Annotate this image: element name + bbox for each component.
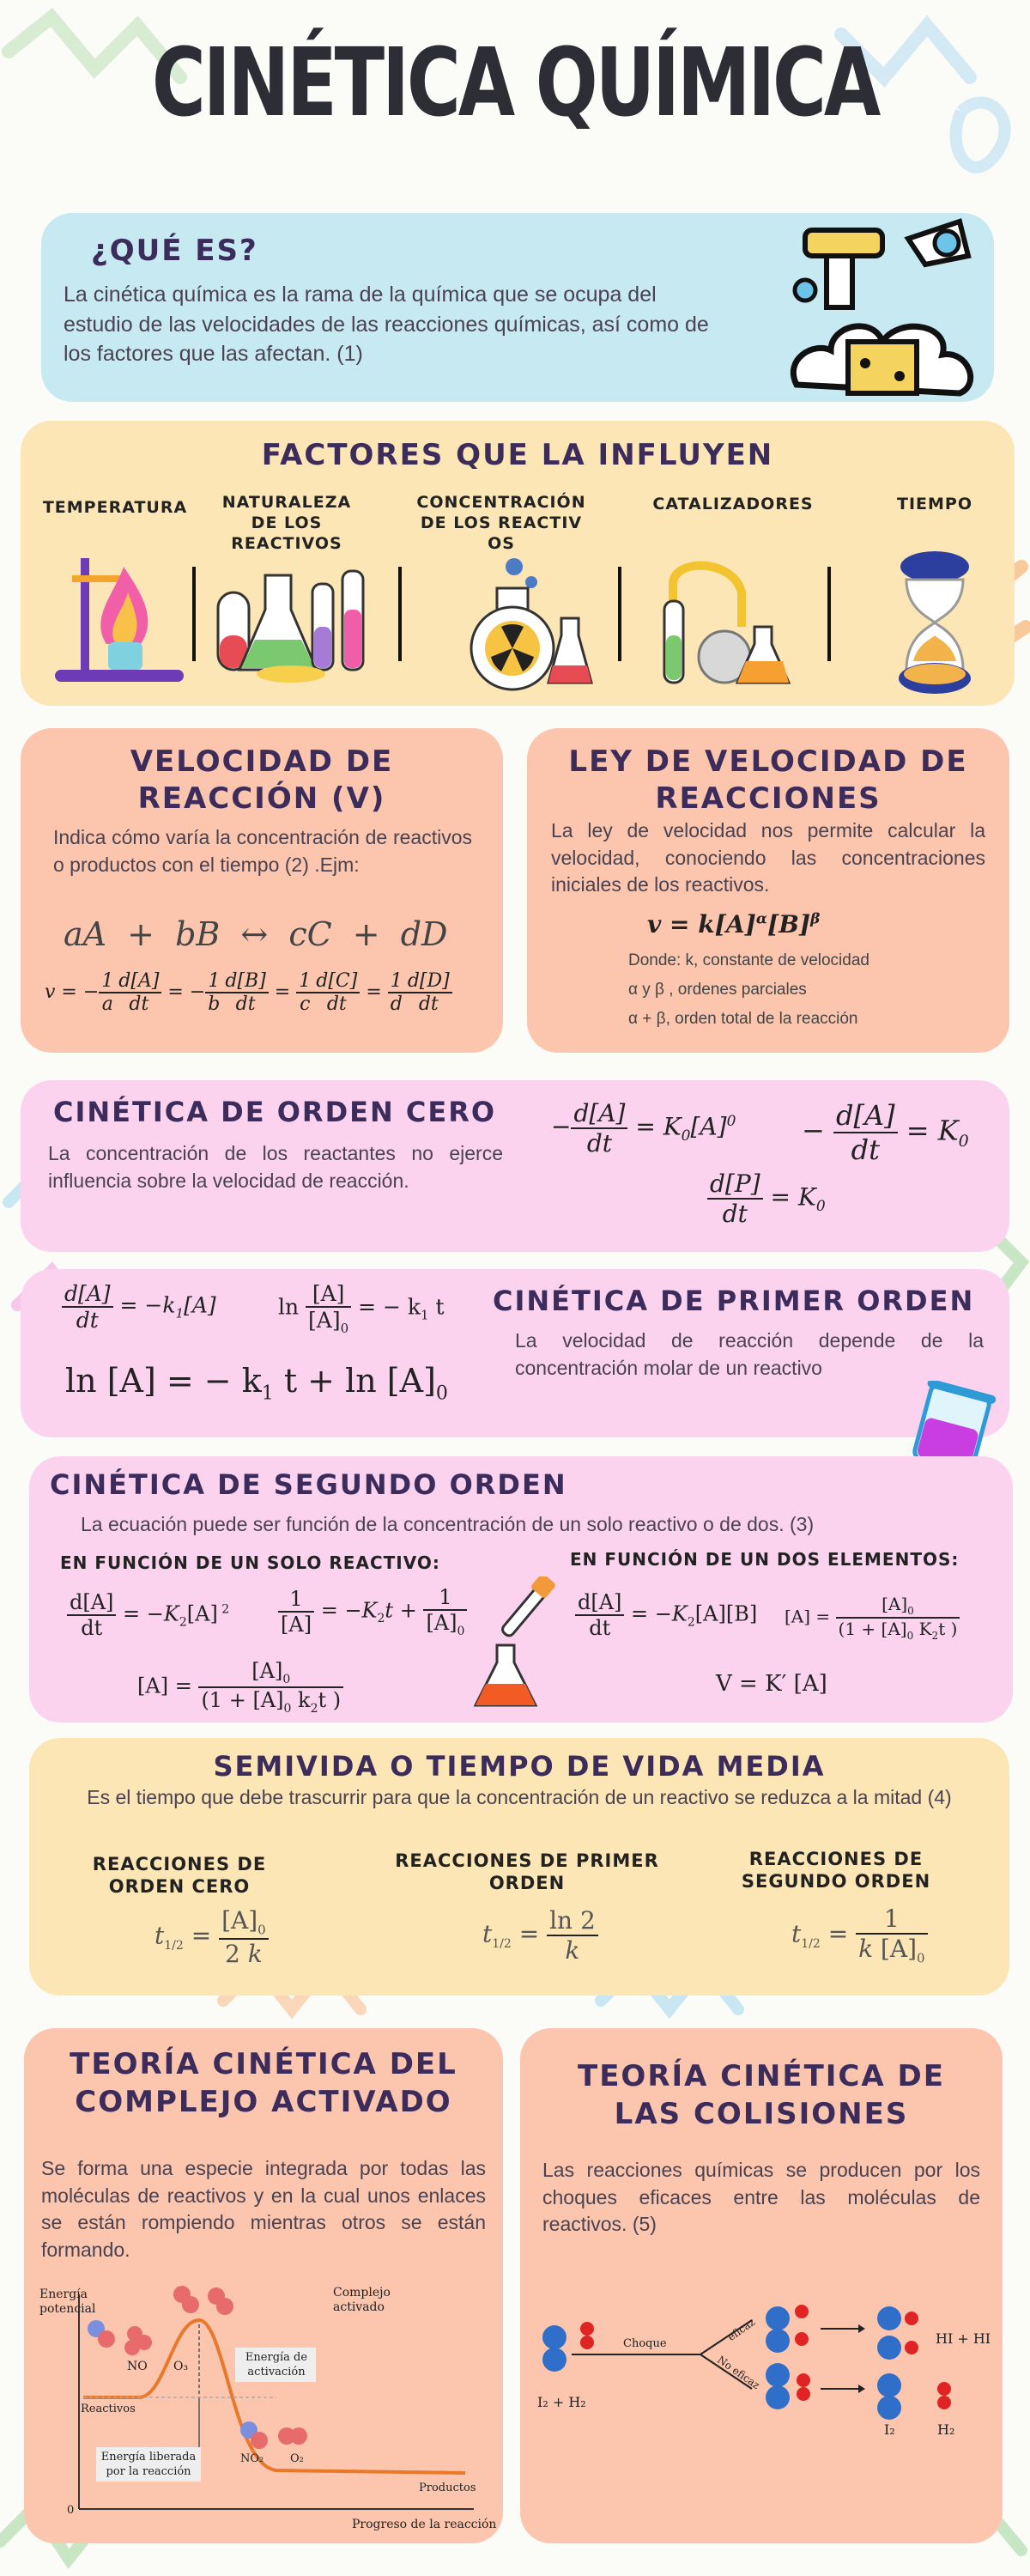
semivida-formula-orden-cero: $t_{1/2}$ = $\frac{[A]_0}{2 k}$: [154, 1906, 269, 1968]
que-es-heading: ¿QUÉ ES?: [91, 234, 258, 268]
colisiones-panel: [520, 2028, 1003, 2543]
orden-cero-formula-2: − $\frac{d[A]}{dt}$ = $K_0$: [802, 1099, 969, 1166]
ley-ordenes-parciales: α y β , ordenes parciales: [628, 981, 807, 999]
test-tubes-icon: [205, 558, 377, 687]
diagram-activacion-label: Energía de activación: [245, 2351, 308, 2379]
ley-heading: LEY DE VELOCIDAD DE REACCIONES: [568, 744, 968, 816]
segundo-orden-sub-left: EN FUNCIÓN DE UN SOLO REACTIVO:: [60, 1552, 440, 1573]
colisiones-text: Las reacciones químicas se producen por los choques eficaces entre las moléculas de reactivos. (5): [542, 2159, 980, 2236]
primer-orden-text: La velocidad de reacción depende de la concentración molar de un reactivo: [515, 1329, 984, 1379]
primer-orden-formula-1: $\frac{d[A]}{dt}$ = $-k_1[A]$: [62, 1281, 216, 1333]
primer-orden-panel: [21, 1269, 1009, 1437]
collision-eficaz-label: eficaz: [725, 2316, 758, 2343]
collision-hi-label: HI + HI: [936, 2330, 991, 2347]
segundo-orden-panel: [29, 1456, 1013, 1722]
velocidad-panel: [21, 728, 503, 1053]
velocidad-rate-formula: v = − $\frac{1}{a}$ $\frac{d[A]}{dt}$ = − $\frac{1}{b}$ $\frac{d[B]}{dt}$ = $\frac{1}{c}$ $\frac{d[C]}{dt}$ = $\frac{1}{d}$ $\frac{d[D]}{dt}$: [45, 970, 452, 1015]
primer-orden-formula-2: ln $\frac{[A]}{[A]_0}$ = − $k_1$ t: [278, 1281, 445, 1336]
segundo-orden-formula-4: $\frac{d[A]}{dt}$ = $-K_2[A][B]$: [575, 1590, 757, 1640]
collision-i2-label: I₂: [884, 2421, 895, 2438]
complejo-panel: [24, 2028, 503, 2543]
diagram-no-label: NO: [127, 2360, 148, 2373]
collision-reactants-label: I₂ + H₂: [537, 2394, 586, 2410]
semivida-heading: SEMIVIDA O TIEMPO DE VIDA MEDIA: [213, 1750, 826, 1783]
collision-h2-label: H₂: [937, 2421, 955, 2438]
diagram-x-label: Progreso de la reacción: [352, 2518, 497, 2531]
orden-cero-panel: [21, 1080, 1009, 1252]
segundo-orden-formula-5: [A] = $\frac{[A]_0}{(1 + [A]_0 K_2t )}$: [785, 1594, 960, 1642]
primer-orden-heading: CINÉTICA DE PRIMER ORDEN: [493, 1285, 975, 1317]
segundo-orden-formula-3: [A] = $\frac{[A]_0}{(1 + [A]_0 k_2t )}$: [137, 1659, 343, 1716]
semivida-panel: [29, 1738, 1009, 1996]
semivida-col-orden-cero: REACCIONES DE ORDEN CERO: [92, 1854, 267, 1898]
radioactive-flask-icon: [450, 550, 596, 691]
factor-label-concentracion: CONCENTRACIÓN DE LOS REACTIVOS: [416, 493, 586, 553]
ley-orden-total: α + β, orden total de la reacción: [628, 1010, 858, 1028]
diagram-no2-label: NO₂: [240, 2452, 264, 2465]
factor-divider: [618, 567, 621, 661]
factor-divider: [398, 567, 402, 661]
ley-donde: Donde: k, constante de velocidad: [628, 951, 869, 969]
velocidad-heading: VELOCIDAD DE REACCIÓN (V): [130, 744, 394, 816]
colisiones-heading: TEORÍA CINÉTICA DE LAS COLISIONES: [578, 2059, 945, 2132]
complejo-text: Se forma una especie integrada por todas las moléculas de reactivos y en la cual unos enlaces se están rompiendo mientras otros se están formando.: [41, 2157, 486, 2262]
hourglass-icon: [888, 550, 982, 696]
collision-no-eficaz-label: No eficaz: [715, 2353, 762, 2392]
orden-cero-heading: CINÉTICA DE ORDEN CERO: [53, 1096, 497, 1128]
complejo-heading: TEORÍA CINÉTICA DEL COMPLEJO ACTIVADO: [70, 2047, 457, 2120]
orden-cero-formula-3: $\frac{d[P]}{dt}$ = $K_0$: [707, 1170, 826, 1228]
que-es-text: La cinética química es la rama de la química que se ocupa del estudio de las velocidades de las reacciones químicas, así como de los factores que las afectan. (1): [64, 283, 709, 366]
ley-text: La ley de velocidad nos permite calcular la velocidad, conociendo las concentraciones iniciales de los reactivos.: [551, 819, 985, 896]
velocidad-equation: aA + bB ↔ cC + dD: [64, 915, 448, 953]
diagram-reactivos-label: Reactivos: [81, 2403, 136, 2415]
diagram-o3-label: O₃: [173, 2360, 189, 2373]
semivida-col-segundo-orden: REACCIONES DE SEGUNDO ORDEN: [741, 1849, 931, 1893]
semivida-formula-primer-orden: $t_{1/2}$ = $\frac{\ln 2}{k}$: [482, 1906, 598, 1965]
semivida-col-primer-orden: REACCIONES DE PRIMER ORDEN: [395, 1850, 659, 1894]
segundo-orden-formula-6: V = K′ [A]: [716, 1671, 827, 1697]
bunsen-burner-icon: [46, 541, 192, 687]
factor-label-tiempo: TIEMPO: [897, 495, 972, 513]
orden-cero-text: La concentración de los reactantes no ejerce influencia sobre la velocidad de reacción.: [48, 1142, 503, 1192]
factor-label-catalizadores: CATALIZADORES: [652, 495, 814, 513]
factores-panel: [21, 421, 1015, 706]
segundo-orden-sub-right: EN FUNCIÓN DE UN DOS ELEMENTOS:: [570, 1549, 960, 1570]
factores-heading: FACTORES QUE LA INFLUYEN: [261, 438, 774, 472]
ley-formula: $v = k[A]^\alpha[B]^\beta$: [647, 910, 821, 939]
segundo-orden-formula-2: $\frac{1}{[A]}$ = $-K_2t$ + $\frac{1}{[A]_0}$: [278, 1585, 467, 1638]
velocidad-text: Indica cómo varía la concentración de reactivos o productos con el tiempo (2) .Ejm:: [53, 826, 472, 876]
ley-velocidad-panel: [527, 728, 1009, 1053]
segundo-orden-heading: CINÉTICA DE SEGUNDO ORDEN: [50, 1468, 567, 1501]
factor-label-naturaleza: NATURALEZA DE LOS REACTIVOS: [221, 493, 352, 553]
semivida-formula-segundo-orden: $t_{1/2}$ = $\frac{1}{k [A]_0}$: [791, 1905, 928, 1966]
dropper-flask-icon: [467, 1577, 561, 1714]
diagram-o2-label: O₂: [290, 2452, 304, 2465]
diagram-productos-label: Productos: [419, 2482, 476, 2494]
segundo-orden-text: La ecuación puede ser función de la concentración de un solo reactivo o de dos. (3): [81, 1513, 815, 1535]
factor-label-temperatura: TEMPERATURA: [42, 498, 188, 517]
distillation-icon: [647, 550, 802, 691]
orden-cero-formula-1: − $\frac{d[A]}{dt}$ = $K_0[A]^0$: [551, 1099, 736, 1157]
chemistry-flasks-icon: [779, 213, 985, 402]
collision-choque-label: Choque: [623, 2337, 667, 2350]
segundo-orden-formula-1: $\frac{d[A]}{dt}$ = $-K_2[A]$ $^2$: [67, 1590, 229, 1640]
factor-divider: [827, 567, 831, 661]
diagram-liberada-label: Energía liberada por la reacción: [100, 2451, 197, 2478]
page-title: CINÉTICA QUÍMICA: [151, 27, 879, 137]
semivida-text: Es el tiempo que debe trascurrir para que la concentración de un reactivo se reduzca a la mitad (4): [87, 1786, 952, 1808]
diagram-complejo-label: Complejo activado: [333, 2286, 391, 2314]
diagram-zero-label: 0: [67, 2504, 75, 2517]
primer-orden-formula-3: ln [A] = − $k_1$ $t + \ln [A]_0$: [65, 1362, 448, 1405]
que-es-panel: [41, 213, 994, 402]
diagram-y-label: Energía potencial: [39, 2287, 96, 2316]
factor-divider: [192, 567, 196, 661]
